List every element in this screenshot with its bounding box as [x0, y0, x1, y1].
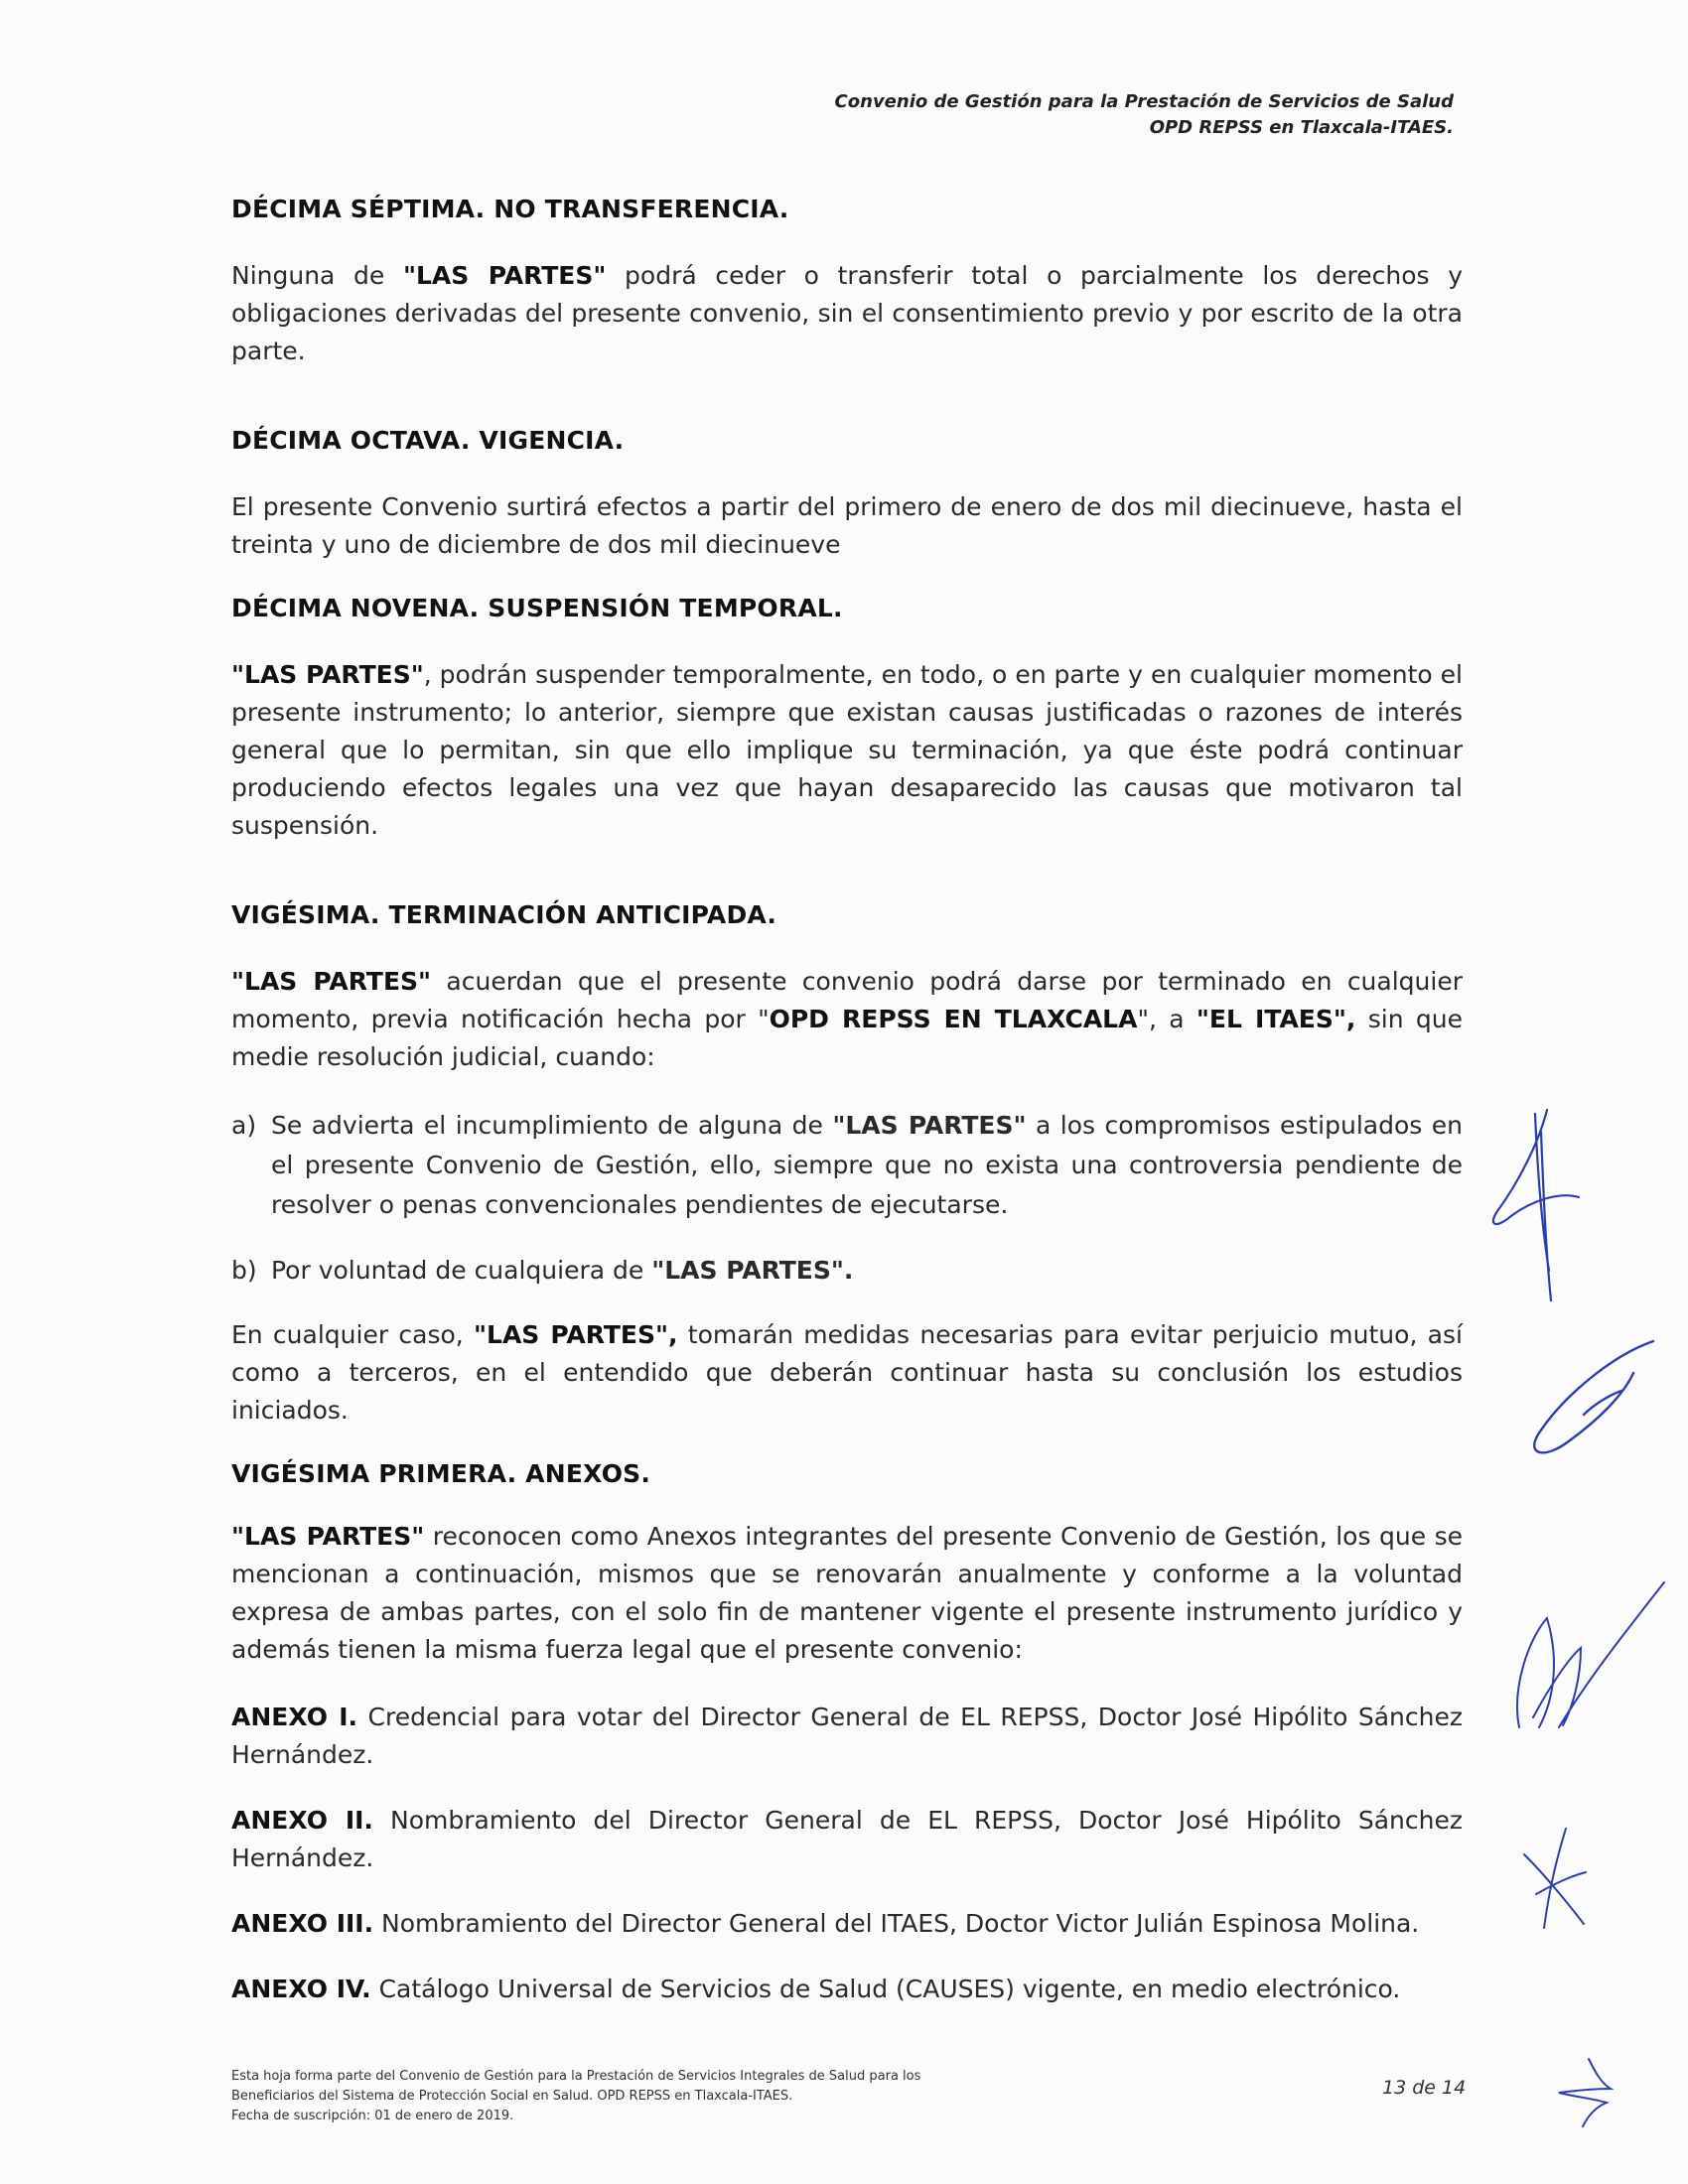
signature-initial-2	[1524, 1335, 1663, 1464]
clause-18-text: El presente Convenio surtirá efectos a partir del primero de enero de dos mil diecinueve, hasta el treinta y uno de diciembre de dos mil diecinueve	[231, 492, 1463, 559]
list-item-a	[231, 1106, 1463, 1225]
clause-19-text: "LAS PARTES", podrán suspender temporalmente, en todo, o en parte y en cualquier momento el presente instrumento; lo anterior, siempre que existan causas justificadas o razones de interés general que lo permitan, sin que ello implique su terminación, ya que éste podrá continuar produciendo efectos legales una vez que hayan desaparecido las causas que motivaron tal suspensión.	[231, 660, 1463, 840]
clause-21-text: "LAS PARTES" reconocen como Anexos integrantes del presente Convenio de Gestión, los que se mencionan a continuación, mismos que se renovarán anualmente y conforme a la voluntad expresa de ambas partes, con el solo fin de mantener vigente el presente instrumento jurídico y además tienen la misma fuerza legal que el presente convenio:	[231, 1522, 1463, 1664]
annex-1: ANEXO I. Credencial para votar del Director General de EL REPSS, Doctor José Hipólito Sánchez Hernández.	[231, 1703, 1463, 1769]
clause-17-heading: DÉCIMA SÉPTIMA. NO TRANSFERENCIA.	[231, 195, 789, 223]
signature-initial-3	[1489, 1578, 1668, 1737]
footer-line: Beneficiarios del Sistema de Protección Social en Salud. OPD REPSS en Tlaxcala-ITAES.	[231, 2089, 793, 2104]
clause-20-text: "LAS PARTES" acuerdan que el presente convenio podrá darse por terminado en cualquier momento, previa notificación hecha por "OPD REPSS EN TLAXCALA", a "EL ITAES", sin que medie resolución judicial, cuando:	[231, 967, 1463, 1071]
list-item-label: a)	[231, 1111, 257, 1140]
annex-4: ANEXO IV. Catálogo Universal de Servicios de Salud (CAUSES) vigente, en medio electrónico.	[231, 1975, 1401, 2003]
list-item-label: b)	[231, 1256, 257, 1285]
list-item-text: Se advierta el incumplimiento de alguna de "LAS PARTES" a los compromisos estipulados en el presente Convenio de Gestión, ello, siempre que no exista una controversia pendiente de resolver o penas convencionales pendientes de ejecutarse.	[271, 1111, 1463, 1219]
clause-20-heading: VIGÉSIMA. TERMINACIÓN ANTICIPADA.	[231, 900, 777, 929]
page-number: 13 de 14	[1382, 2077, 1467, 2099]
annex-3: ANEXO III. Nombramiento del Director General del ITAES, Doctor Victor Julián Espinosa Molina.	[231, 1909, 1420, 1938]
signature-initial-1	[1479, 1102, 1589, 1310]
document-footer	[231, 2067, 1026, 2126]
document-body	[231, 195, 1463, 2036]
footer-line: Fecha de suscripción: 01 de enero de 2019.	[231, 2109, 514, 2123]
clause-19-heading: DÉCIMA NOVENA. SUSPENSIÓN TEMPORAL.	[231, 594, 843, 622]
document-header	[835, 89, 1454, 141]
header-title: Convenio de Gestión para la Prestación de Servicios de Salud	[834, 91, 1454, 112]
clause-20-closing-text: En cualquier caso, "LAS PARTES", tomarán medidas necesarias para evitar perjuicio mutuo, así como a terceros, en el entendido que deberán continuar hasta su conclusión los estudios iniciados.	[231, 1320, 1463, 1425]
clause-18-heading: DÉCIMA OCTAVA. VIGENCIA.	[231, 426, 625, 455]
signature-initial-4	[1514, 1825, 1604, 1934]
annex-2: ANEXO II. Nombramiento del Director General de EL REPSS, Doctor José Hipólito Sánchez Hernández.	[231, 1806, 1463, 1872]
header-subtitle: OPD REPSS en Tlaxcala-ITAES.	[1149, 117, 1454, 138]
signature-initial-5	[1549, 2055, 1628, 2134]
footer-line: Esta hoja forma parte del Convenio de Gestión para la Prestación de Servicios Integrales de Salud para los	[231, 2069, 921, 2084]
list-item-b	[231, 1251, 1463, 1291]
list-item-text: Por voluntad de cualquiera de "LAS PARTES".	[271, 1256, 854, 1285]
clause-17-text: Ninguna de "LAS PARTES" podrá ceder o transferir total o parcialmente los derechos y obligaciones derivadas del presente convenio, sin el consentimiento previo y por escrito de la otra parte.	[231, 261, 1464, 365]
clause-21-heading: VIGÉSIMA PRIMERA. ANEXOS.	[231, 1459, 651, 1488]
